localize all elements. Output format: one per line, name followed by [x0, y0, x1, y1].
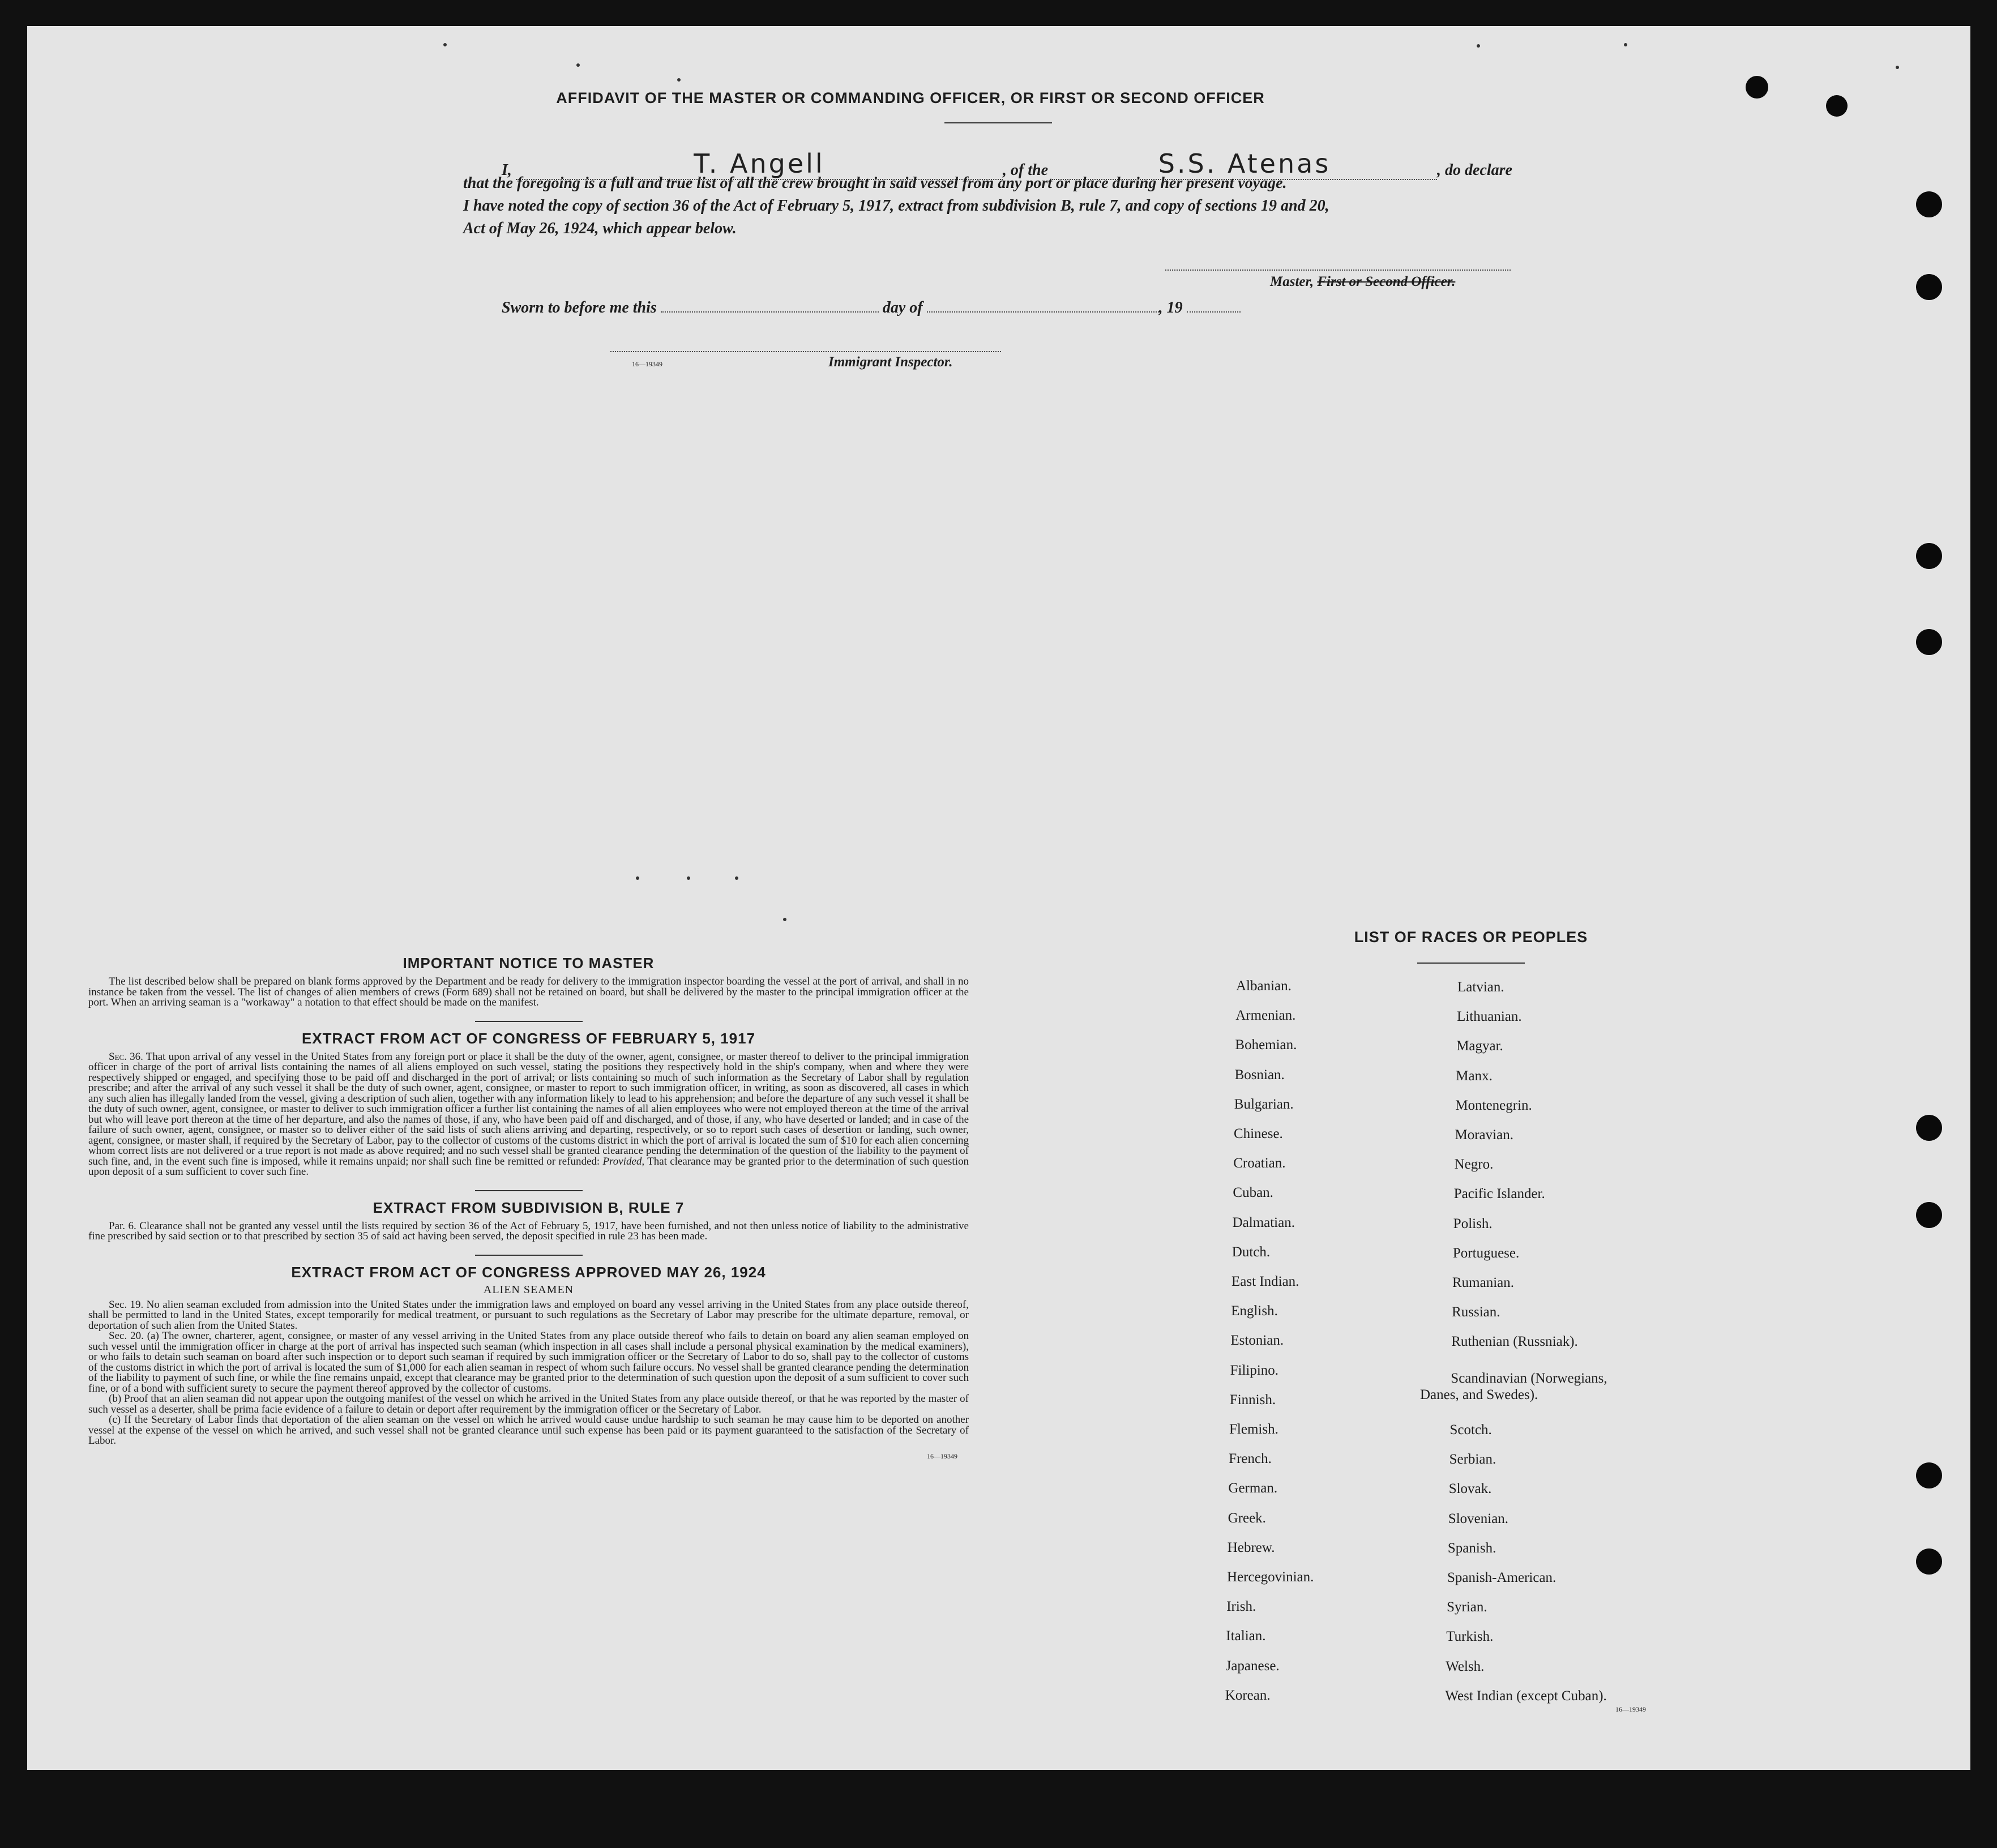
speck: [1624, 43, 1627, 46]
race-item: Greek.: [1228, 1510, 1266, 1526]
races-title: LIST OF RACES OR PEOPLES: [1354, 929, 1588, 946]
race-item: Negro.: [1454, 1157, 1494, 1173]
race-item: Croatian.: [1233, 1156, 1286, 1171]
subdivision-b-text: Par. 6. Clearance shall not be granted any vessel until the lists required by section 36 of the Act of February 5, 1917, have been furnished, and not then unless notice of liability to the administrative fine prescribed by said section or to that prescribed by section 35 of said act having been served, the deposit specified in rule 23 has been made.: [88, 1220, 969, 1242]
race-item: Slovenian.: [1448, 1511, 1509, 1526]
binder-hole: [1916, 191, 1942, 217]
race-item: Montenegrin.: [1455, 1097, 1532, 1113]
race-item: Bohemian.: [1235, 1037, 1297, 1053]
title-divider: [944, 122, 1052, 123]
master-label-row: [1270, 274, 1455, 290]
binder-hole: [1746, 76, 1768, 99]
race-item: Scandinavian (Norwegians,: [1451, 1371, 1607, 1386]
master-label: Master,: [1270, 274, 1314, 289]
race-item: Moravian.: [1455, 1127, 1513, 1143]
race-item: Portuguese.: [1452, 1245, 1520, 1261]
notice-title: IMPORTANT NOTICE TO MASTER: [403, 955, 655, 972]
race-item: Chinese.: [1234, 1126, 1283, 1141]
race-item: Magyar.: [1456, 1038, 1503, 1054]
sworn-label: Sworn to before me this: [502, 299, 657, 316]
alien-seamen-subtitle: ALIEN SEAMEN: [483, 1283, 574, 1296]
race-item: Syrian.: [1447, 1599, 1487, 1615]
binder-hole: [1916, 629, 1942, 655]
race-item: Italian.: [1226, 1628, 1266, 1644]
binder-hole: [1916, 1462, 1942, 1488]
speck: [443, 43, 447, 46]
race-item: Estonian.: [1230, 1333, 1284, 1349]
race-item: Serbian.: [1449, 1452, 1496, 1468]
do-declare-label: , do declare: [1437, 161, 1512, 179]
section-divider: [475, 1255, 583, 1256]
i-label: I,: [502, 161, 512, 179]
speck: [735, 876, 738, 880]
inspector-label: Immigrant Inspector.: [828, 354, 953, 370]
race-item: Danes, and Swedes).: [1420, 1387, 1538, 1402]
race-item: Manx.: [1456, 1068, 1493, 1084]
day-of-label: day of: [882, 299, 923, 316]
of-the-label: , of the: [1002, 161, 1049, 179]
race-item: Turkish.: [1446, 1629, 1494, 1645]
sworn-year-field: [1187, 311, 1241, 313]
binder-hole: [1916, 1115, 1942, 1141]
sworn-line: [502, 299, 1241, 317]
subdivision-b-title: EXTRACT FROM SUBDIVISION B, RULE 7: [373, 1199, 685, 1216]
race-item: Slovak.: [1448, 1481, 1492, 1497]
binder-hole: [1826, 95, 1848, 117]
year-label: , 19: [1158, 299, 1183, 316]
binder-hole: [1916, 1202, 1942, 1228]
speck: [677, 78, 681, 82]
race-item: Bosnian.: [1234, 1067, 1285, 1083]
race-item: Latvian.: [1457, 979, 1504, 995]
race-item: Japanese.: [1225, 1658, 1280, 1674]
race-item: Cuban.: [1233, 1185, 1273, 1201]
race-item: Ruthenian (Russniak).: [1451, 1334, 1578, 1350]
declaration-line-2: that the foregoing is a full and true list of all the crew brought in said vessel from any port or place during her present voyage.: [463, 174, 1287, 192]
vessel-name-handwriting: S.S. Atenas: [1158, 148, 1331, 179]
race-item: Hercegovinian.: [1227, 1569, 1314, 1585]
race-item: Albanian.: [1236, 978, 1292, 994]
notice-text: The list described below shall be prepared on blank forms approved by the Department and be ready for delivery to the immigration inspector boarding the vessel at the port of arrival, and shall in no instance be taken from the vessel. The list of changes of alien members of crews (Form 689) shall not be retained on board, but shall be delivered by the master to the principal immigration officer at the port. When an arriving seaman is a "workaway" a notation to that effect should be made on the manifest.: [88, 976, 969, 1008]
document-page: [27, 26, 1970, 1770]
extract-1924-form-number: 16—19349: [927, 1452, 957, 1460]
binder-hole: [1916, 543, 1942, 569]
speck: [636, 876, 639, 880]
extract-1924-title: EXTRACT FROM ACT OF CONGRESS APPROVED MAY 26, 1924: [291, 1263, 766, 1281]
declaration-line-4: Act of May 26, 1924, which appear below.: [463, 220, 737, 237]
inspector-signature-line: [610, 351, 1001, 352]
race-item: Spanish.: [1447, 1540, 1496, 1556]
notices-column: [88, 955, 969, 1461]
race-item: German.: [1228, 1481, 1278, 1496]
speck: [1477, 44, 1480, 48]
master-signature-line: [1165, 270, 1511, 271]
race-item: French.: [1229, 1451, 1272, 1467]
race-item: West Indian (except Cuban).: [1445, 1688, 1607, 1704]
race-item: Filipino.: [1230, 1362, 1279, 1378]
affidavit-title: AFFIDAVIT OF THE MASTER OR COMMANDING OFFICER, OR FIRST OR SECOND OFFICER: [556, 89, 1265, 106]
binder-hole: [1916, 1548, 1942, 1575]
race-item: Bulgarian.: [1234, 1096, 1294, 1112]
struck-officer-label: First or Second Officer.: [1317, 274, 1456, 289]
extract-1924-text: Sec. 19. No alien seaman excluded from admission into the United States under the immigration laws and employed on board any vessel arriving in the United States from any place outside thereof, shall be permitted to land in the United States, except temporarily for medical treatment, or pursuant to such regulations as the Secretary of Labor may prescribe for the ultimate departure, removal, or deportation of such alien from the United States. Sec. 20. (a) The owner, charterer, agent, consignee, or master of any vessel arriving in the United States from any place outside thereof who fails to detain on board any alien seaman employed on such vessel until the immigration officer in charge at the port of arrival has inspected such seaman (which inspection in all cases shall include a personal physical examination by the medical examiners), or who fails to detain such seaman on board after such inspection or to deport such seaman if required by such immigration officer or the Secretary of Labor to do so, shall pay to the collector of customs of the customs district in which the port of arrival is located the sum of $1,000 for each alien seaman in respect of whom such failure occurs. No vessel shall be granted clearance pending the determination of the liability to payment of such fine, or while the fine remains unpaid, except that clearance may be granted prior to the determination of such question upon the deposit of a sum sufficient to cover such fine, or of a bond with sufficient surety to secure the payment thereof approved by the collector of customs. (b) Proof that an alien seaman did not appear upon the outgoing manifest of the vessel on which he arrived in the United States from any place outside thereof, or that he was reported by the master of such vessel as a deserter, shall be prima facie evidence of a failure to detain or deport after requirement by the immigration officer or the Secretary of Labor. (c) If the Secretary of Labor finds that deportation of the alien seaman on the vessel on which he arrived would cause undue hardship to such seaman he may cause him to be deported on another vessel at the expense of the vessel on which he arrived, and such vessel shall not be granted clearance until such expense has been paid or its payment guaranteed to the satisfaction of the Secretary of Labor.: [88, 1298, 969, 1447]
affidavit-form-number: 16—19349: [632, 360, 662, 368]
race-item: Armenian.: [1235, 1008, 1296, 1024]
race-item: Polish.: [1453, 1216, 1493, 1231]
race-item: Flemish.: [1229, 1422, 1278, 1437]
officer-name-handwriting: T. Angell: [694, 148, 825, 179]
race-item: East Indian.: [1231, 1274, 1299, 1289]
race-item: Dalmatian.: [1232, 1214, 1295, 1230]
race-item: Hebrew.: [1227, 1539, 1275, 1555]
speck: [576, 63, 580, 67]
speck: [687, 876, 690, 880]
section-divider: [475, 1021, 583, 1022]
extract-1917-title: EXTRACT FROM ACT OF CONGRESS OF FEBRUARY 5, 1917: [301, 1029, 756, 1047]
speck: [783, 918, 786, 921]
race-item: Welsh.: [1446, 1658, 1485, 1674]
race-item: Lithuanian.: [1457, 1009, 1522, 1025]
declaration-line-3: I have noted the copy of section 36 of the Act of February 5, 1917, extract from subdivision B, rule 7, and copy of sections 19 and 20,: [463, 197, 1329, 215]
race-item: Irish.: [1226, 1599, 1256, 1615]
sworn-day-field: [661, 311, 879, 313]
speck: [1896, 66, 1899, 69]
races-divider: [1417, 962, 1525, 964]
race-item: Scotch.: [1449, 1422, 1492, 1438]
race-item: Dutch.: [1231, 1244, 1271, 1260]
race-item: Spanish-American.: [1447, 1570, 1556, 1585]
race-item: English.: [1231, 1303, 1278, 1319]
race-item: Korean.: [1225, 1687, 1271, 1703]
race-item: Pacific Islander.: [1453, 1186, 1545, 1202]
race-item: Russian.: [1452, 1304, 1500, 1320]
extract-1917-text: Sec. 36. That upon arrival of any vessel in the United States from any foreign port or place it shall be the duty of the owner, agent, consignee, or master thereof to deliver to the principal immigration officer in charge of the port of arrival lists containing the names of all aliens employed on such vessel, stating the positions they respectively hold in the ship's company, when and where they were respectively shipped or engaged, and specifying those to be paid off and discharged in the port of arrival; or lists containing so much of such information as the Secretary of Labor shall by regulation prescribe; and after the arrival of any such vessel it shall be the duty of such owner, agent, consignee, or master to report to such immigration officer, in writing, as soon as discovered, all cases in which any such alien has illegally landed from the vessel, giving a description of such alien, together with any information likely to lead to his apprehension; and before the departure of any such vessel it shall be the duty of such owner, agent, consignee, or master to deliver to such immigration officer a further list containing the names of all alien employees who were not employed thereon at the time of the arrival but who will leave port thereon at the time of her departure, and also the names of those, if any, who have been paid off and discharged, and of those, if any, who have deserted or landed; and in case of the failure of such owner, agent, consignee, or master so to deliver either of the said lists of such aliens arriving and departing, respectively, or so to report such cases of desertion or landing, such owner, agent, consignee, or master shall, if required by the Secretary of Labor, pay to the collector of customs of the customs district in which the port of arrival is located the sum of $10 for each alien concerning whom correct lists are not delivered or a true report is not made as above required; and no such vessel shall be granted clearance pending the determination of the question of the liability to the payment of such fine, and, in the event such fine is imposed, while it remains unpaid; nor shall such fine be remitted or refunded: Provided, That clearance may be granted prior to the determination of such question upon deposit of a sum sufficient to cover such fine.: [88, 1050, 969, 1178]
section-divider: [475, 1190, 583, 1191]
binder-hole: [1916, 274, 1942, 300]
race-item: Finnish.: [1229, 1392, 1276, 1408]
races-form-number: 16—19349: [1615, 1705, 1646, 1713]
sworn-month-field: [927, 311, 1159, 313]
race-item: Rumanian.: [1452, 1275, 1515, 1290]
